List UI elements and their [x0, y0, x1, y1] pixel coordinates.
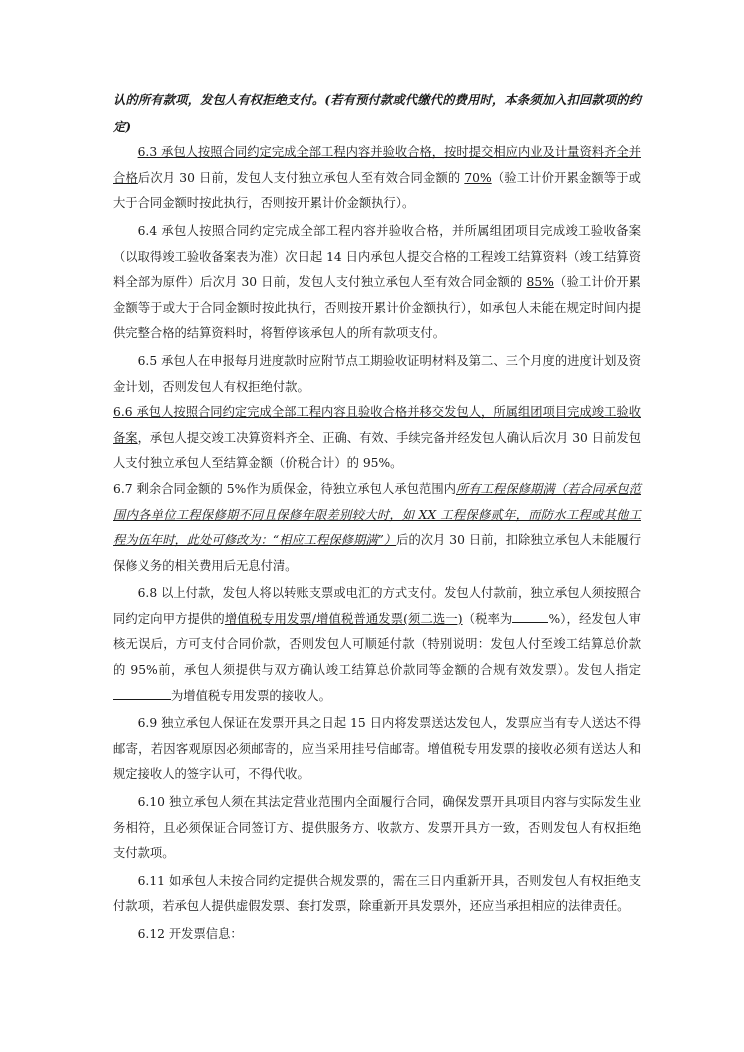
paragraph-text: （验工计价开累金额等于或大于合同金额时按此执行，否则按开累计价金额执行），如承包人未能在规定时间内提供完整合格的结算资料时，将暂停该承包人的所有款项支付。 — [113, 275, 641, 341]
italic-note: 所有工程保修期满（若合同承包范围内各单位工程保修期不同且保修年限差别较大时，如 XX 工程保修贰年，而防水工程或其他工程为伍年时，此处可修改为：“相应工程保修期满”） — [113, 481, 641, 548]
paragraph-6-5: 6.5 承包人在申报每月进度款时应附节点工期验收证明材料及第二、三个月度的进度计划及资金计划，否则发包人有权拒绝付款。 — [113, 353, 641, 394]
paragraph-text: 后的次月 30 日前，扣除独立承包人未能履行保修义务的相关费用后无息付清。 — [113, 533, 642, 573]
paragraph-text: %），经发包人审核无误后，方可支付合同价款，否则发包人可顺延付款（特别说明：发包人付至竣工结算总价款的 95%前，承包人须提供与双方确认竣工结算总价款同等金额的合规有效发票）。发包人指定 — [113, 611, 641, 678]
paragraph-text: （验工计价开累金额等于或大于合同金额时按此执行，否则按开累计价金额执行）。 — [113, 170, 641, 211]
paragraph-payment-clause-end — [113, 87, 641, 140]
invoice-type-underlined: 增值税专用发票/增值税普通发票(须二选一) — [224, 611, 463, 626]
paragraph-6-7 — [113, 477, 641, 579]
percentage-85: 85% — [526, 275, 554, 290]
paragraph-text: 6.4 承包人按照合同约定完成全部工程内容并验收合格，并所属组团项目完成竣工验收备案（以取得竣工验收备案表为准）次日起 14 日内承包人提交合格的工程竣工结算资料（竣工结算资料全部为原件）后次月 30 日前，发包人支付独立承包人至有效合同金额的 — [113, 223, 641, 290]
tax-rate-blank[interactable] — [512, 610, 548, 623]
paragraph-text: 为增值税专用发票的接收人。 — [171, 688, 331, 703]
paragraph-6-4 — [113, 219, 641, 347]
underlined-text: 6.3 承包人按照合同约定完成全部工程内容并验收合格，按时提交相应内业及计量资料齐全并合格 — [113, 145, 641, 185]
percentage-70: 70% — [464, 170, 492, 185]
bold-text: 认的所有款项，发包人有权拒绝支付。 — [113, 92, 325, 107]
paragraph-6-6 — [113, 400, 641, 477]
paragraph-6-11: 6.11 如承包人未按合同约定提供合规发票的，需在三日内重新开具，否则发包人有权拒绝支付款项，若承包人提供虚假发票、套打发票，除重新开具发票外，还应当承担相应的法律责任。 — [113, 873, 641, 914]
invoice-receiver-blank[interactable] — [113, 687, 171, 700]
paragraph-6-8 — [113, 581, 641, 709]
contract-text — [113, 87, 641, 948]
paragraph-6-3 — [113, 140, 641, 217]
paragraph-text: 6.8 以上付款，发包人将以转账支票或电汇的方式支付。发包人付款前，独立承包人须按照合同约定向甲方提供的 — [113, 586, 641, 626]
bold-italic-note: (若有预付款或代缴代的费用时，本条须加入扣回款项的约定) — [113, 92, 641, 134]
paragraph-6-10: 6.10 独立承包人须在其法定营业范围内全面履行合同，确保发票开具项目内容与实际发生业务相符，且必须保证合同签订方、提供服务方、收款方、发票开具方一致，否则发包人有权拒绝支付款项。 — [113, 795, 641, 861]
paragraph-text: ，承包人提交竣工决算资料齐全、正确、有效、手续完备并经发包人确认后次月 30 日前发包人支付独立承包人至结算金额（价税合计）的 95%。 — [113, 430, 641, 471]
paragraph-6-9: 6.9 独立承包人保证在发票开具之日起 15 日内将发票送达发包人，发票应当有专人送达不得邮寄，若因客观原因必须邮寄的，应当采用挂号信邮寄。增值税专用发票的接收必须有送达人和规定接收人的签字认可，不得代收。 — [113, 716, 641, 782]
paragraph-text: 后次月 30 日前，发包人支付独立承包人至有效合同金额的 — [137, 170, 465, 185]
paragraph-text: （税率为 — [462, 611, 513, 626]
underlined-text: 6.6 承包人按照合同约定完成全部工程内容且验收合格并移交发包人，所属组团项目完成竣工验收备案 — [113, 405, 641, 445]
paragraph-text: 6.7 剩余合同金额的 5%作为质保金，待独立承包人承包范围内 — [113, 481, 457, 496]
paragraph-6-12: 6.12 开发票信息： — [137, 927, 243, 941]
